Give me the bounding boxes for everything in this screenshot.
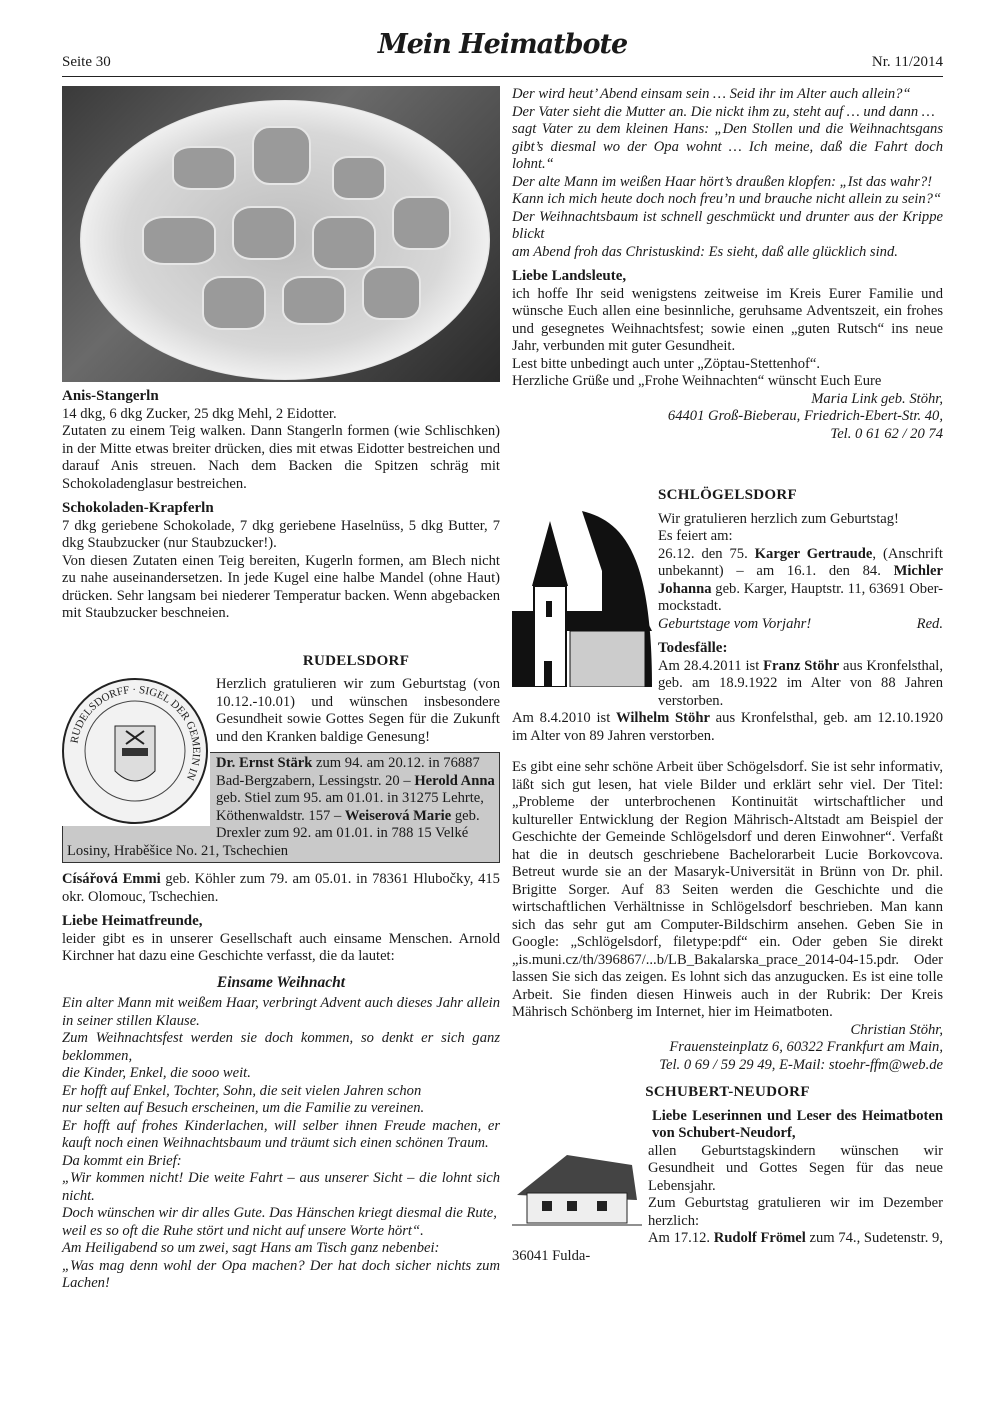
text-segment: 26.12. den 75.	[658, 545, 755, 562]
text-line: Der Vater sieht die Mutter an. Die nickt ihm zu, steht auf … und dann …	[512, 103, 935, 120]
text-segment: Am 8.4.2010 ist	[512, 710, 617, 726]
text-line: „Was mag denn wohl der Opa machen? Der hat doch sicher nichts zum Lachen!	[62, 1257, 500, 1291]
text-line: „Wir kommen nicht! Die weite Fahrt – aus unserer Sicht – die lohnt sich nicht.	[62, 1170, 500, 1204]
text-line: Kann ich mich heute doch noch freu’n und brauche nicht allein zu sein?“	[512, 191, 942, 207]
text-segment: geb. Drexler zum 92. am 01.01. in 788 15 Velké Losiny, Hraběšice No. 21, Tschechien	[67, 807, 480, 859]
text-line: Der Weihnachtsbaum ist schnell geschmückt und drunter aus der Krippe blickt	[512, 208, 943, 242]
poem	[62, 995, 500, 1293]
landsleute-title: Liebe Landsleute,	[512, 268, 627, 284]
landsleute-letter	[512, 286, 943, 391]
editor-mark: Red.	[916, 615, 943, 632]
text-line: Tel. 0 61 62 / 20 74	[830, 425, 943, 442]
person-name: Dr. Ernst Stärk	[216, 755, 313, 771]
note-previous-year: Geburtstage vom Vorjahr!	[658, 615, 812, 632]
text-segment: aus Kronfelsthal, geb. am 12.10.1920 im Alter von 89 Jahren verstorben.	[512, 710, 943, 744]
birthday-entry	[62, 871, 500, 906]
deaths-title: Todesfälle:	[658, 640, 728, 656]
person-name: Franz Stöhr	[763, 657, 840, 674]
poem-title: Einsame Weihnacht	[216, 973, 346, 991]
section-title-schloegelsdorf: SCHLÖGELSDORF	[658, 487, 797, 503]
page-header	[62, 29, 943, 77]
death-notice	[512, 710, 943, 745]
text-segment: zum 94. am 20.12. in 76887 Bad-Bergzabern, Lessingstr. 20 –	[216, 755, 480, 789]
text-line: weil es so oft die Ruhe stört und nicht auf unsere Worte hört“.	[62, 1222, 424, 1239]
recipe-text: Von diesen Zutaten einen Teig bereiten, Kugerln formen, am Blech nicht zu nahe auseinandersetzen. In jede Kugel eine halbe Mandel (ohne Haut) drücken. Sehr langsam bei niederer Temperatur backen. Wenn abgebacken mit Staubzucker beschneien.	[62, 552, 500, 621]
church-image	[512, 511, 652, 693]
text-line: Ein alter Mann mit weißem Haar, verbringt Advent auch dieses Jahr allein in seiner stillen Klause.	[62, 995, 500, 1029]
recipe-ingredients: 7 dkg geriebene Schokolade, 7 dkg geriebene Haselnüss, 5 dkg Butter, 7 dkg Staubzucker (nur Staubzucker!).	[62, 517, 500, 551]
text-line: Lest bitte unbedingt auch unter „Zöptau-Stettenhof“.	[512, 355, 820, 372]
schloegelsdorf-greeting: Wir gratulieren herzlich zum Geburtstag!	[658, 510, 899, 527]
text-line: 64401 Groß-Bieberau, Friedrich-Ebert-Str. 40,	[667, 408, 943, 424]
text-line: nur selten auf Besuch erscheinen, um die Familie zu vereinen.	[62, 1100, 425, 1116]
text-segment: geb. Köhler zum 79. am 05.01. in 78361 Hlubočky, 415 okr. Olomouc, Tschechien.	[62, 871, 500, 905]
person-name: Císářová Emmi	[62, 871, 161, 887]
section-title-rudelsdorf: RUDELSDORF	[302, 652, 410, 669]
text-line: Christian Stöhr,	[850, 1021, 943, 1038]
masthead-logo: Mein Heimatbote	[377, 29, 628, 60]
left-column	[62, 86, 500, 1293]
text-line: Frauensteinplatz 6, 60322 Frankfurt am Main,	[669, 1039, 943, 1055]
text-line: Der wird heut’ Abend einsam sein … Seid ihr im Alter auch allein?“	[512, 86, 911, 102]
heimatfreunde-text: leider gibt es in unserer Gesellschaft auch einsame Menschen. Arnold Kirchner hat dazu eine Geschichte verfasst, die da lautet:	[62, 930, 500, 964]
text-segment: , (Anschrift unbekannt) – am 16.1. den 84.	[658, 545, 943, 579]
cookie-photo	[62, 86, 500, 382]
text-segment: Am 17.12.	[648, 1230, 714, 1246]
text-line: Doch wünschen wir dir alles Gute. Das Hänschen kriegt diesmal die Rute,	[62, 1205, 497, 1221]
text-segment: geb. Stiel zum 95. am 01.01. in 31275 Lehrte, Köthenwaldstr. 157 –	[216, 790, 484, 824]
person-name: Wilhelm Stöhr	[616, 710, 710, 726]
text-line: Da kommt ein Brief:	[62, 1152, 182, 1169]
article-text: Es gibt eine sehr schöne Arbeit über Schögelsdorf. Sie ist sehr informativ, läßt sich gut lesen, hat viele Bilder und erklärt sehr viel. Der Titel: „Probleme der unterbrochenen Kontinuität wirtschaftlicher und kultureller Entwicklung der Region Mährisch-Altstadt am Beispiel der Geschichte der Gemeinde Schlögelsdorf und deren Einwohner“. Verfaßt hat die in deutsch geschriebene Bachelorarbeit Lucie Borkovcova. Betreut wurde sie an der Masaryk-Universität in Brünn von Dr. phil. Brigitte Sorger. Auf 83 Seiten werden die Geschichte und die wirtschaftlichen Verhältnisse in Schlögelsdorf beschrieben. Man kann sich das sehr gut am Computer-Bildschirm ansehen. Geben Sie in Google: „Schlögelsdorf, filetype:pdf“ ein. Oder geben Sie direkt „is.muni.cz/th/396867/...b/LB_Bakalarska_prace_2014-04-15.pdr. Oder lassen Sie sich das zeigen. Es lohnt sich das anzugucken. Es ist eine tolle Arbeit. Sie finden diesen Hinweis auch in der Rubrik: Der Kreis Mährisch Schönberg im Internet, hier im Heimatboten.	[512, 759, 943, 1020]
person-name: Weiserová Marie	[344, 807, 452, 824]
text-segment: Am 28.4.2011 ist	[658, 657, 764, 674]
schubert-text-2: Zum Geburtstag gratulieren wir im Dezember herzlich:	[648, 1195, 943, 1229]
rudelsdorf-intro: Herzlich gratulieren wir zum Geburtstag (von 10.12.-10.01) und wünschen insbesondere Gesundheit sowie Gottes Segen für die Zukunft und den Kranken baldige Genesung!	[216, 676, 500, 745]
text-line: Er hofft auf frohes Kinderlachen, will selber ihnen Freude machen, er kauft noch einen Weihnachtsbaum und träumt sich einen schönen Traum.	[62, 1117, 500, 1151]
text-line: die Kinder, Enkel, die sooo weit.	[62, 1065, 251, 1081]
recipe-title: Anis-Stangerln	[62, 388, 159, 404]
person-name: Rudolf Frömel	[713, 1230, 806, 1246]
text-line: Zum Weihnachtsfest werden sie doch kommen, so denkt er sich ganz beklommen,	[62, 1030, 500, 1064]
recipe-text: Zutaten zu einem Teig walken. Dann Stangerln formen (wie Schlischken) in der Mitte etwas breiter drücken, dies mit etwas Eidotter bestreichen und darauf Anis streuen. Nach dem Backen die Spitzen schräg mit Schokoladenglasur bestreichen.	[62, 423, 500, 492]
text-line: Am Heiligabend so um zwei, sagt Hans am Tisch ganz nebenbei:	[62, 1240, 440, 1256]
recipe-title: Schokoladen-Krapferln	[62, 500, 214, 516]
poem-continued	[512, 86, 943, 261]
text-line: Maria Link geb. Stöhr,	[811, 390, 943, 407]
schubert-text: allen Geburtstagskindern wünschen wir Gesundheit und Gottes Segen für das neue Lebensjahr.	[648, 1142, 943, 1194]
signature	[512, 1022, 943, 1075]
issue-number: Nr. 11/2014	[871, 54, 943, 70]
page-number: Seite 30	[62, 54, 111, 70]
right-column	[512, 86, 943, 1265]
signature	[512, 391, 943, 444]
schubert-lead: Liebe Leserinnen und Leser des Heimatboten von Schubert-Neudorf,	[652, 1107, 943, 1141]
text-line: ich hoffe Ihr seid wenigstens zeitweise im Kreis Eurer Familie und wünsche Euch allen eine besinnliche, geruhsame Adventszeit, ein frohes und gesegnetes Weihnachtsfest; sowie einen „guten Rutsch“ ins neue Jahr, verbunden mit guter Gesundheit.	[512, 285, 943, 354]
text-segment: geb. Karger, Hauptstr. 11, 63691 Ober-mockstadt.	[658, 580, 943, 614]
text-segment: aus Kronfelsthal, geb. am 18.9.1922 im Alter von 88 Jahren verstorben.	[658, 657, 943, 709]
svg-text:RUDELSDORFF · SIGEL DER GEMEIN: RUDELSDORFF · SIGEL DER GEMEIN IN	[68, 683, 203, 783]
text-line: sagt Vater zu dem kleinen Hans: „Den Stollen und die Weihnachtsgans gibt’s diesmal wo der Opa wohnt … Ich meine, daß die Fahrt doch lohnt.“	[512, 121, 943, 172]
text-line: Er hofft auf Enkel, Tochter, Sohn, die seit vielen Jahren schon	[62, 1082, 422, 1099]
recipe-ingredients: 14 dkg, 6 dkg Zucker, 25 dkg Mehl, 2 Eidotter.	[62, 405, 337, 422]
text-segment: zum 74., Sudetenstr. 9, 36041 Fulda-	[512, 1230, 944, 1264]
person-name: Karger Gertraude	[754, 545, 873, 562]
person-name: Herold Anna	[414, 772, 495, 789]
house-image	[512, 1145, 642, 1237]
text-line: am Abend froh das Christuskind: Es sieht, daß alle glücklich sind.	[512, 243, 898, 260]
section-title-schubert-neudorf: SCHUBERT-NEUDORF	[645, 1084, 810, 1100]
text-line: Der alte Mann im weißen Haar hört’s draußen klopfen: „Ist das wahr?!	[512, 173, 933, 190]
person-name: Michler Johanna	[658, 563, 943, 597]
heimatfreunde-title: Liebe Heimatfreunde,	[62, 913, 203, 929]
schloegelsdorf-feiert: Es feiert am:	[658, 528, 733, 544]
village-seal-image	[60, 676, 210, 826]
text-line: Herzliche Grüße und „Frohe Weihnachten“ wünscht Euch Eure	[512, 373, 882, 389]
text-line: Tel. 0 69 / 59 29 49, E-Mail: stoehr-ffm@web.de	[659, 1056, 943, 1073]
